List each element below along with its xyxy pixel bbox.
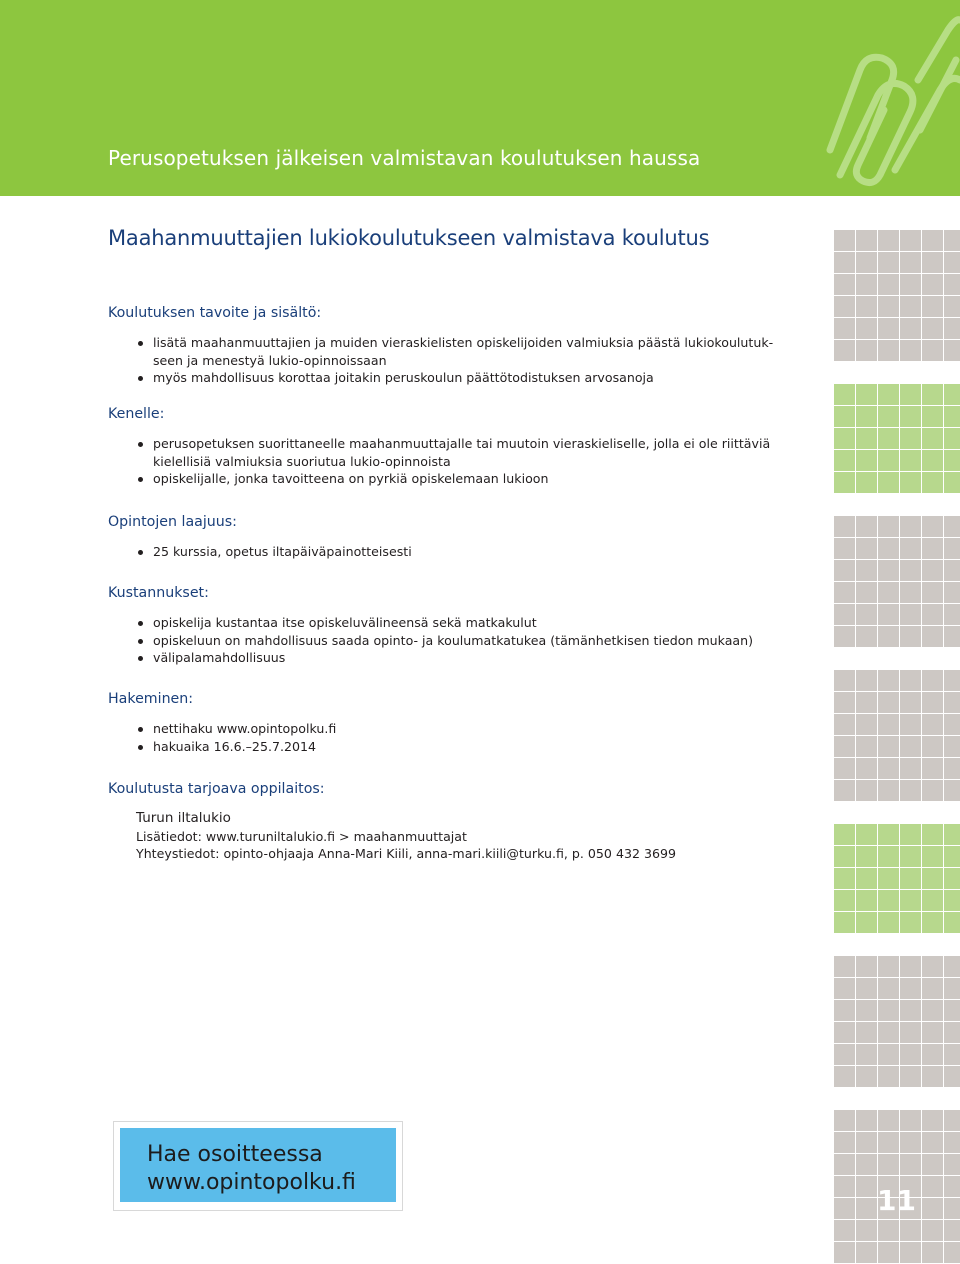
grid-cell [834, 1198, 855, 1219]
grid-cell [944, 1220, 960, 1241]
grid-cell [834, 626, 855, 647]
grid-cell [944, 1110, 960, 1131]
bullet-list [108, 720, 798, 755]
section-oppilaitos [108, 780, 798, 863]
grid-cell [944, 714, 960, 735]
grid-cell [900, 384, 921, 405]
grid-cell [922, 1044, 943, 1065]
grid-cell [900, 890, 921, 911]
grid-cell [922, 274, 943, 295]
grid-cell [944, 340, 960, 361]
grid-cell [856, 868, 877, 889]
grid-cell [900, 1154, 921, 1175]
grid-cell [944, 230, 960, 251]
grid-cell [856, 560, 877, 581]
grid-cell [856, 956, 877, 977]
list-item: nettihaku www.opintopolku.fi [108, 720, 798, 738]
grid-cell [900, 582, 921, 603]
grid-cell [944, 516, 960, 537]
grid-cell [834, 670, 855, 691]
grid-cell [878, 538, 899, 559]
grid-cell [944, 846, 960, 867]
grid-cell [834, 340, 855, 361]
grid-cell [944, 780, 960, 801]
grid-cell [922, 1176, 943, 1197]
grid-cell [834, 1132, 855, 1153]
grid-cell [878, 1000, 899, 1021]
grid-cell [856, 318, 877, 339]
list-item: perusopetuksen suorittaneelle maahanmuuttajalle tai muutoin vieraskieliselle, jolla ei ole riittäviä kielellisiä valmiuksia suoriutua lukio-opinnoista [108, 435, 798, 470]
grid-cell [878, 1066, 899, 1087]
grid-cell [944, 450, 960, 471]
grid-cell [856, 1000, 877, 1021]
grid-cell [856, 604, 877, 625]
grid-cell [856, 1242, 877, 1263]
grid-cell [900, 538, 921, 559]
grid-cell [922, 428, 943, 449]
grid-cell [834, 252, 855, 273]
grid-cell [944, 274, 960, 295]
grid-cell [856, 1044, 877, 1065]
grid-cell [878, 274, 899, 295]
grid-cell [922, 1066, 943, 1087]
list-item: 25 kurssia, opetus iltapäiväpainotteisesti [108, 543, 798, 561]
bullet-list [108, 614, 798, 667]
grid-cell [878, 736, 899, 757]
grid-cell [834, 758, 855, 779]
grid-cell [922, 736, 943, 757]
section-kustannukset [108, 584, 798, 667]
more-info-line: Lisätiedot: www.turuniltalukio.fi > maahanmuuttajat [136, 828, 467, 844]
section-heading: Koulutusta tarjoava oppilaitos: [108, 781, 325, 797]
grid-cell [922, 846, 943, 867]
grid-cell [944, 1242, 960, 1263]
grid-cell [900, 252, 921, 273]
grid-cell [900, 450, 921, 471]
page-title: Maahanmuuttajien lukiokoulutukseen valmistava koulutus [108, 226, 710, 250]
grid-cell [856, 1176, 877, 1197]
grid-cell [878, 1022, 899, 1043]
grid-cell [834, 604, 855, 625]
banner-title: Perusopetuksen jälkeisen valmistavan koulutuksen haussa [108, 146, 701, 170]
grid-cell [834, 956, 855, 977]
grid-cell [834, 890, 855, 911]
grid-cell [944, 758, 960, 779]
grid-cell [900, 714, 921, 735]
grid-cell [834, 714, 855, 735]
grid-cell [944, 626, 960, 647]
grid-cell [878, 406, 899, 427]
grid-cell [922, 1154, 943, 1175]
grid-cell [900, 692, 921, 713]
grid-cell [922, 472, 943, 493]
grid-cell [922, 1000, 943, 1021]
grid-cell [922, 582, 943, 603]
callout-line-1: Hae osoitteessa [147, 1142, 323, 1167]
grid-cell [834, 582, 855, 603]
grid-cell [922, 1022, 943, 1043]
grid-cell [834, 516, 855, 537]
grid-cell [900, 516, 921, 537]
grid-cell [922, 604, 943, 625]
grid-cell [878, 758, 899, 779]
grid-cell [834, 538, 855, 559]
grid-cell [900, 1066, 921, 1087]
grid-cell [878, 340, 899, 361]
page-number: 11 [877, 1184, 916, 1217]
list-item: hakuaika 16.6.–25.7.2014 [108, 738, 798, 756]
grid-cell [878, 714, 899, 735]
grid-cell [900, 1132, 921, 1153]
grid-cell [878, 472, 899, 493]
grid-cell [922, 538, 943, 559]
grid-cell [878, 912, 899, 933]
section-heading: Kustannukset: [108, 585, 209, 601]
grid-cell [834, 846, 855, 867]
grid-cell [878, 1132, 899, 1153]
grid-cell [900, 406, 921, 427]
decorative-grid [834, 230, 960, 1264]
grid-cell [856, 516, 877, 537]
grid-cell [834, 406, 855, 427]
grid-cell [944, 560, 960, 581]
grid-cell [922, 384, 943, 405]
grid-cell [856, 824, 877, 845]
bullet-list [108, 543, 798, 561]
list-item: opiskelijalle, jonka tavoitteena on pyrkiä opiskelemaan lukioon [108, 470, 798, 488]
grid-cell [944, 956, 960, 977]
section-heading: Opintojen laajuus: [108, 514, 237, 530]
grid-cell [922, 252, 943, 273]
grid-cell [856, 1220, 877, 1241]
grid-cell [834, 978, 855, 999]
grid-cell [944, 1132, 960, 1153]
grid-cell [834, 230, 855, 251]
grid-cell [878, 230, 899, 251]
grid-cell [878, 560, 899, 581]
grid-cell [834, 736, 855, 757]
grid-cell [944, 912, 960, 933]
grid-cell [878, 1044, 899, 1065]
grid-cell [944, 824, 960, 845]
grid-cell [878, 516, 899, 537]
school-name: Turun iltalukio [136, 810, 231, 826]
grid-cell [900, 1022, 921, 1043]
grid-cell [922, 868, 943, 889]
grid-cell [834, 318, 855, 339]
grid-cell [922, 406, 943, 427]
grid-cell [900, 1242, 921, 1263]
list-item: lisätä maahanmuuttajien ja muiden vieraskielisten opiskelijoiden valmiuksia päästä lukiokoulutuk-seen ja menestyä lukio-opinnoissaan [108, 334, 798, 369]
grid-cell [944, 1066, 960, 1087]
grid-cell [900, 736, 921, 757]
grid-cell [834, 1110, 855, 1131]
grid-cell [856, 274, 877, 295]
grid-cell [834, 472, 855, 493]
grid-cell [834, 428, 855, 449]
grid-cell [944, 1044, 960, 1065]
grid-cell [922, 978, 943, 999]
grid-cell [900, 428, 921, 449]
grid-cell [944, 406, 960, 427]
grid-cell [856, 978, 877, 999]
section-laajuus [108, 513, 798, 561]
grid-cell [856, 758, 877, 779]
grid-cell [856, 1066, 877, 1087]
grid-cell [922, 340, 943, 361]
section-kenelle [108, 405, 798, 488]
grid-cell [878, 384, 899, 405]
grid-cell [856, 714, 877, 735]
grid-cell [834, 1066, 855, 1087]
list-item: opiskeluun on mahdollisuus saada opinto- ja koulumatkatukea (tämänhetkisen tiedon mukaan) [108, 632, 798, 650]
grid-cell [856, 582, 877, 603]
grid-cell [878, 1242, 899, 1263]
grid-cell [922, 912, 943, 933]
grid-cell [856, 912, 877, 933]
grid-cell [856, 296, 877, 317]
grid-cell [900, 758, 921, 779]
grid-cell [834, 692, 855, 713]
grid-cell [856, 406, 877, 427]
grid-cell [856, 780, 877, 801]
grid-cell [944, 296, 960, 317]
grid-cell [834, 1176, 855, 1197]
grid-cell [900, 846, 921, 867]
grid-cell [856, 384, 877, 405]
section-heading: Koulutuksen tavoite ja sisältö: [108, 305, 322, 321]
grid-cell [856, 1154, 877, 1175]
grid-cell [878, 780, 899, 801]
grid-cell [944, 252, 960, 273]
paperclip-icon [800, 0, 960, 196]
grid-cell [878, 1110, 899, 1131]
grid-cell [922, 318, 943, 339]
grid-cell [922, 1242, 943, 1263]
grid-cell [856, 736, 877, 757]
grid-cell [922, 1110, 943, 1131]
grid-cell [944, 428, 960, 449]
grid-cell [900, 1220, 921, 1241]
grid-cell [944, 978, 960, 999]
grid-cell [922, 780, 943, 801]
grid-cell [922, 758, 943, 779]
grid-cell [922, 1220, 943, 1241]
grid-cell [878, 252, 899, 273]
grid-cell [900, 340, 921, 361]
grid-cell [856, 1132, 877, 1153]
grid-cell [856, 626, 877, 647]
callout-url: www.opintopolku.fi [147, 1170, 356, 1195]
grid-cell [834, 1000, 855, 1021]
grid-cell [834, 1220, 855, 1241]
grid-cell [900, 296, 921, 317]
grid-cell [922, 516, 943, 537]
grid-cell [944, 472, 960, 493]
grid-cell [922, 714, 943, 735]
grid-cell [900, 472, 921, 493]
grid-cell [834, 384, 855, 405]
grid-cell [834, 1044, 855, 1065]
grid-cell [922, 890, 943, 911]
grid-cell [878, 626, 899, 647]
grid-cell [878, 428, 899, 449]
grid-cell [856, 340, 877, 361]
grid-cell [834, 912, 855, 933]
grid-cell [944, 538, 960, 559]
grid-cell [878, 692, 899, 713]
grid-cell [878, 318, 899, 339]
grid-cell [944, 1198, 960, 1219]
callout-box [120, 1128, 396, 1202]
grid-cell [944, 736, 960, 757]
grid-cell [922, 692, 943, 713]
grid-cell [900, 604, 921, 625]
grid-cell [856, 1022, 877, 1043]
grid-cell [856, 252, 877, 273]
grid-cell [878, 890, 899, 911]
grid-cell [834, 780, 855, 801]
grid-cell [878, 978, 899, 999]
grid-cell [944, 318, 960, 339]
grid-cell [944, 1176, 960, 1197]
grid-cell [856, 538, 877, 559]
grid-cell [900, 780, 921, 801]
grid-cell [944, 604, 960, 625]
grid-cell [878, 582, 899, 603]
grid-cell [900, 670, 921, 691]
grid-cell [878, 824, 899, 845]
grid-cell [878, 868, 899, 889]
grid-cell [944, 868, 960, 889]
contact-block [108, 810, 798, 863]
list-item: myös mahdollisuus korottaa joitakin peruskoulun päättötodistuksen arvosanoja [108, 369, 798, 387]
grid-cell [878, 1220, 899, 1241]
grid-cell [856, 890, 877, 911]
grid-cell [944, 384, 960, 405]
grid-cell [944, 1154, 960, 1175]
grid-cell [878, 296, 899, 317]
grid-cell [878, 846, 899, 867]
grid-cell [900, 274, 921, 295]
grid-cell [856, 670, 877, 691]
grid-cell [900, 1044, 921, 1065]
grid-cell [922, 670, 943, 691]
grid-cell [944, 582, 960, 603]
grid-cell [878, 670, 899, 691]
grid-cell [834, 868, 855, 889]
grid-cell [922, 626, 943, 647]
grid-cell [944, 1022, 960, 1043]
bullet-list [108, 334, 798, 387]
header-banner [0, 0, 960, 196]
grid-cell [834, 560, 855, 581]
grid-cell [900, 318, 921, 339]
section-hakeminen [108, 690, 798, 755]
grid-cell [856, 1198, 877, 1219]
grid-cell [922, 296, 943, 317]
grid-cell [900, 956, 921, 977]
grid-cell [922, 450, 943, 471]
grid-cell [922, 956, 943, 977]
grid-cell [856, 428, 877, 449]
grid-cell [856, 472, 877, 493]
grid-cell [944, 670, 960, 691]
list-item: opiskelija kustantaa itse opiskeluvälineensä sekä matkakulut [108, 614, 798, 632]
grid-cell [856, 692, 877, 713]
grid-cell [834, 450, 855, 471]
grid-cell [834, 296, 855, 317]
grid-cell [900, 868, 921, 889]
grid-cell [944, 890, 960, 911]
grid-cell [834, 274, 855, 295]
grid-cell [922, 824, 943, 845]
grid-cell [834, 1242, 855, 1263]
grid-cell [856, 450, 877, 471]
grid-cell [900, 978, 921, 999]
list-item: välipalamahdollisuus [108, 649, 798, 667]
grid-cell [900, 1000, 921, 1021]
grid-cell [900, 824, 921, 845]
grid-cell [878, 450, 899, 471]
grid-cell [922, 230, 943, 251]
section-tavoite [108, 304, 798, 387]
grid-cell [900, 912, 921, 933]
grid-cell [878, 1154, 899, 1175]
section-heading: Kenelle: [108, 406, 165, 422]
grid-cell [856, 846, 877, 867]
grid-cell [856, 230, 877, 251]
grid-cell [856, 1110, 877, 1131]
grid-cell [900, 626, 921, 647]
grid-cell [944, 692, 960, 713]
grid-cell [944, 1000, 960, 1021]
grid-cell [900, 1110, 921, 1131]
grid-cell [834, 1154, 855, 1175]
contact-line: Yhteystiedot: opinto-ohjaaja Anna-Mari Kiili, anna-mari.kiili@turku.fi, p. 050 432 3699 [136, 846, 677, 861]
grid-cell [834, 824, 855, 845]
grid-cell [922, 1198, 943, 1219]
section-heading: Hakeminen: [108, 691, 194, 707]
grid-cell [900, 560, 921, 581]
grid-cell [922, 1132, 943, 1153]
grid-cell [900, 230, 921, 251]
grid-cell [922, 560, 943, 581]
grid-cell [878, 604, 899, 625]
bullet-list [108, 435, 798, 488]
grid-cell [834, 1022, 855, 1043]
grid-cell [878, 956, 899, 977]
